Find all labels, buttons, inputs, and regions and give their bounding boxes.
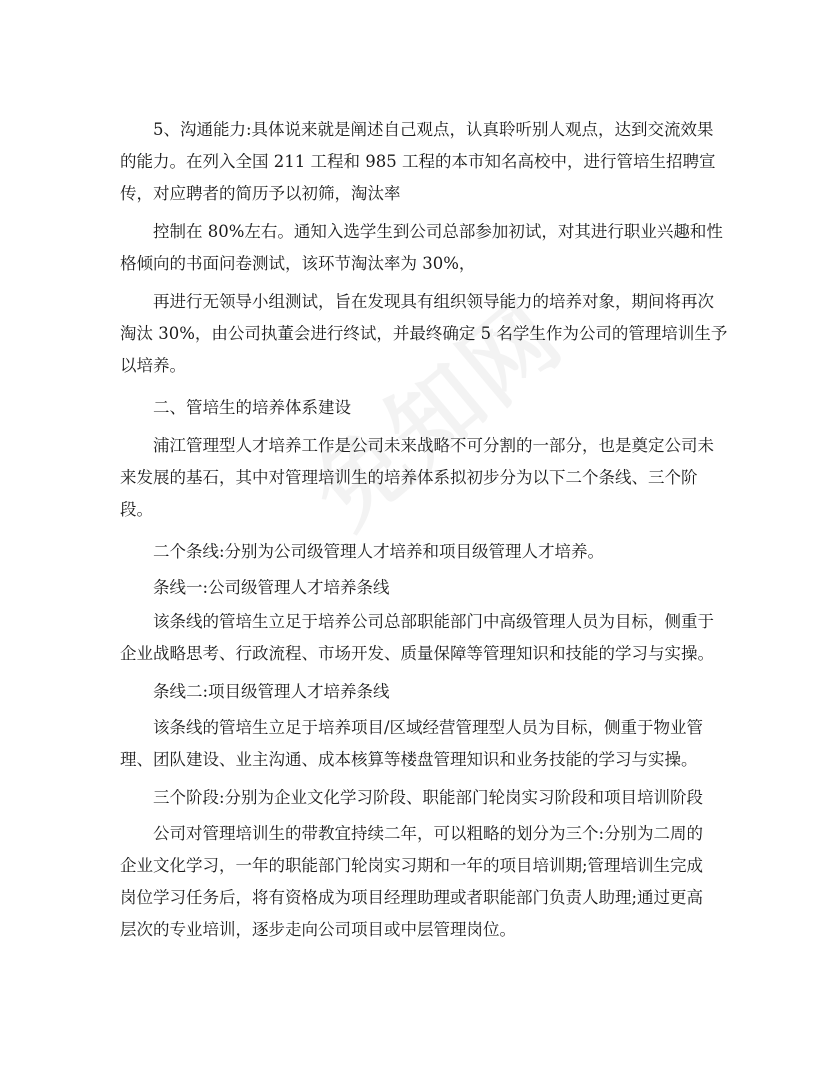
text-line: 以培养。 xyxy=(120,356,186,375)
paragraph xyxy=(120,430,714,526)
text-line: 公司对管理培训生的带教宜持续二年，可以粗略的划分为三个:分别为二周的 xyxy=(120,824,704,843)
paragraph xyxy=(120,286,728,382)
text-line: 该条线的管培生立足于培养公司总部职能部门中高级管理人员为目标，侧重于 xyxy=(120,612,714,631)
text-line: 格倾向的书面问卷测试，该环节淘汰率为 30%， xyxy=(120,254,476,273)
text-line: 条线二:项目级管理人才培养条线 xyxy=(120,682,390,701)
text-line: 再进行无领导小组测试，旨在发现具有组织领导能力的培养对象，期间将再次 xyxy=(120,292,714,311)
text-line: 企业战略思考、行政流程、市场开发、质量保障等管理知识和技能的学习与实操。 xyxy=(120,644,714,663)
paragraph xyxy=(120,216,723,280)
paragraph xyxy=(120,712,704,776)
text-line: 三个阶段:分别为企业文化学习阶段、职能部门轮岗实习阶段和项目培训阶段 xyxy=(120,788,704,807)
text-line: 5、沟通能力:具体说来就是阐述自己观点，认真聆听别人观点，达到交流效果 xyxy=(120,120,714,139)
text-line: 来发展的基石，其中对管理培训生的培养体系拟初步分为以下二个条线、三个阶 xyxy=(120,468,698,487)
paragraph xyxy=(120,536,696,568)
text-line: 淘汰 30%，由公司执董会进行终试，并最终确定 5 名学生作为公司的管理培训生予 xyxy=(120,324,728,343)
text-line: 传，对应聘者的简历予以初筛，淘汰率 xyxy=(120,184,401,203)
text-line: 段。 xyxy=(120,500,153,519)
paragraph xyxy=(120,572,696,604)
text-line: 条线一:公司级管理人才培养条线 xyxy=(120,578,390,597)
paragraph xyxy=(120,782,704,814)
paragraph xyxy=(120,676,696,708)
text-line: 的能力。在列入全国 211 工程和 985 工程的本市知名高校中，进行管培生招聘宣 xyxy=(120,152,716,171)
text-line: 企业文化学习，一年的职能部门轮岗实习期和一年的项目培训期;管理培训生完成 xyxy=(120,856,704,875)
text-line: 浦江管理型人才培养工作是公司未来战略不可分割的一部分，也是奠定公司未 xyxy=(120,436,714,455)
section-heading xyxy=(120,392,696,424)
text-line: 二个条线:分别为公司级管理人才培养和项目级管理人才培养。 xyxy=(120,542,605,561)
text-line: 控制在 80%左右。通知入选学生到公司总部参加初试，对其进行职业兴趣和性 xyxy=(120,222,723,241)
paragraph xyxy=(120,818,704,946)
text-line: 二、管培生的培养体系建设 xyxy=(120,398,351,417)
paragraph xyxy=(120,606,714,670)
text-line: 层次的专业培训，逐步走向公司项目或中层管理岗位。 xyxy=(120,920,516,939)
paragraph xyxy=(120,114,716,210)
text-line: 该条线的管培生立足于培养项目/区域经营管理型人员为目标，侧重于物业管 xyxy=(120,718,704,737)
text-line: 岗位学习任务后，将有资格成为项目经理助理或者职能部门负责人助理;通过更高 xyxy=(120,888,704,907)
text-line: 理、团队建设、业主沟通、成本核算等楼盘管理知识和业务技能的学习与实操。 xyxy=(120,750,698,769)
